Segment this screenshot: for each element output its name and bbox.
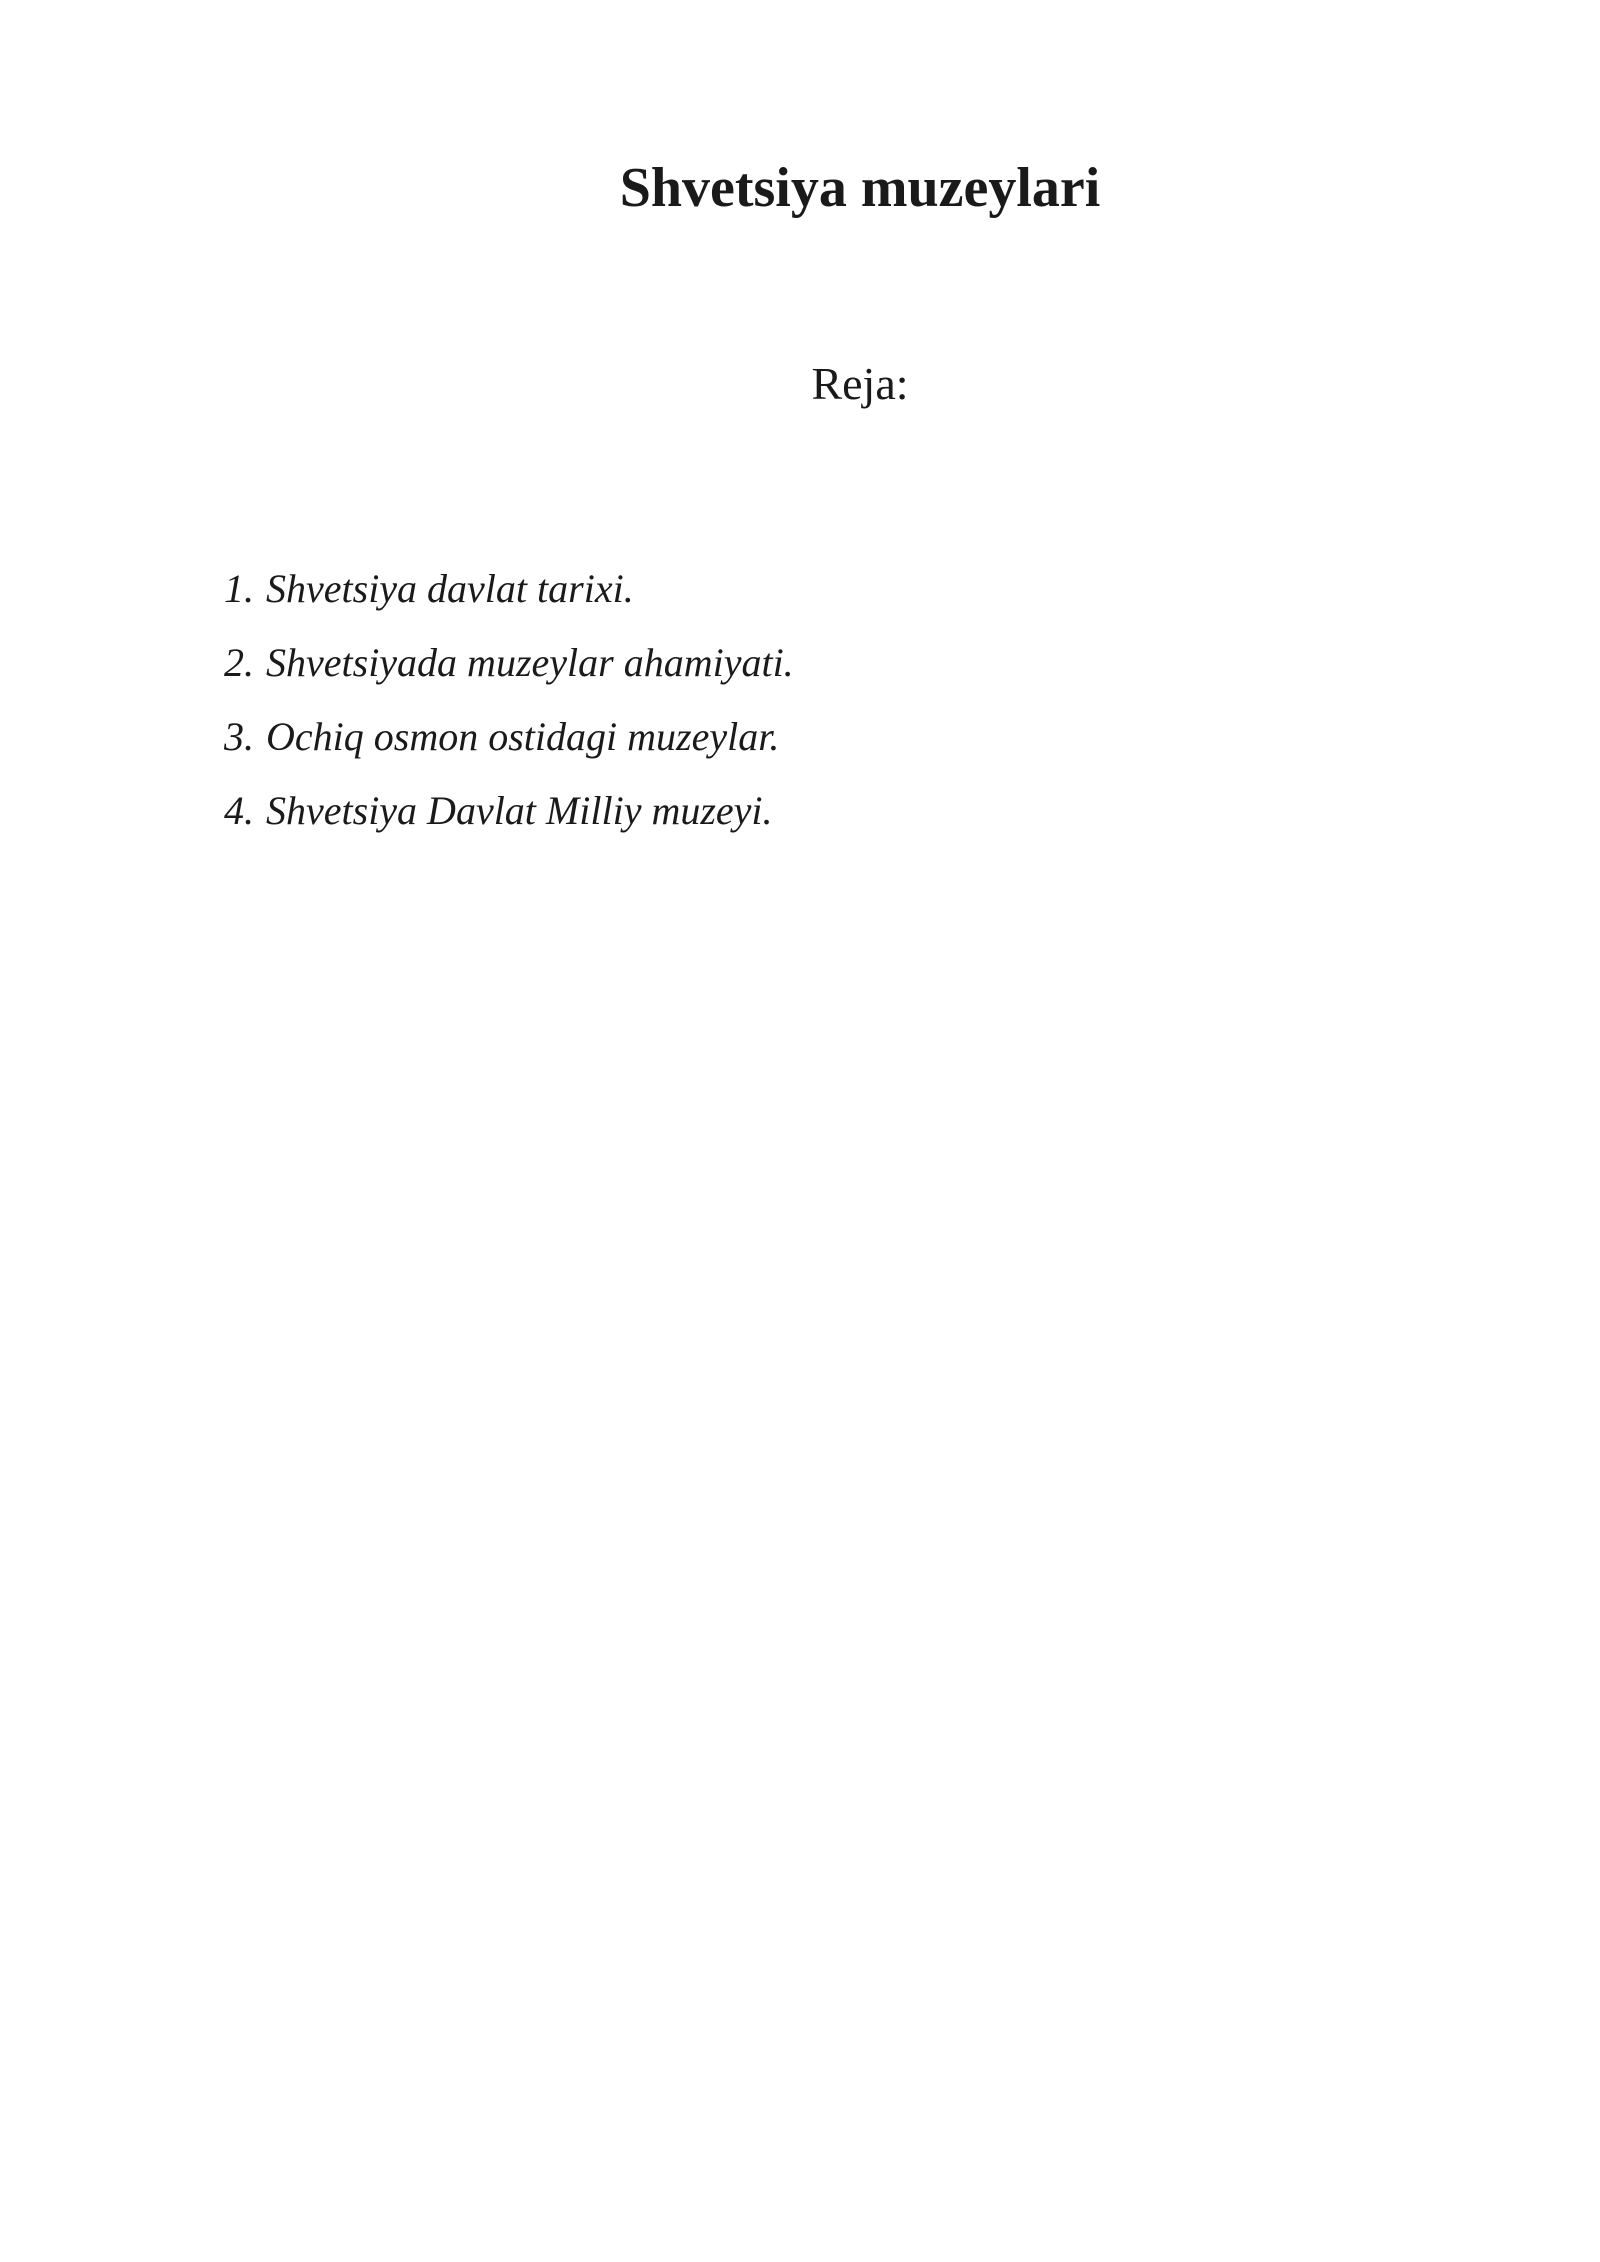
plan-item-text: Ochiq osmon ostidagi muzeylar. [266, 714, 780, 759]
plan-list [224, 552, 794, 848]
plan-item [224, 626, 794, 700]
plan-item-number: 2. [224, 640, 254, 685]
plan-item [224, 700, 794, 774]
plan-item-number: 3. [224, 714, 254, 759]
plan-item-number: 4. [224, 788, 254, 833]
plan-heading: Reja: [811, 358, 909, 409]
plan-item [224, 774, 794, 848]
page-title: Shvetsiya muzeylari [619, 157, 1101, 219]
plan-item-text: Shvetsiyada muzeylar ahamiyati. [266, 640, 794, 685]
plan-item-text: Shvetsiya Davlat Milliy muzeyi. [266, 788, 773, 833]
plan-item-number: 1. [224, 566, 254, 611]
plan-item-text: Shvetsiya davlat tarixi. [266, 566, 634, 611]
plan-item [224, 552, 794, 626]
